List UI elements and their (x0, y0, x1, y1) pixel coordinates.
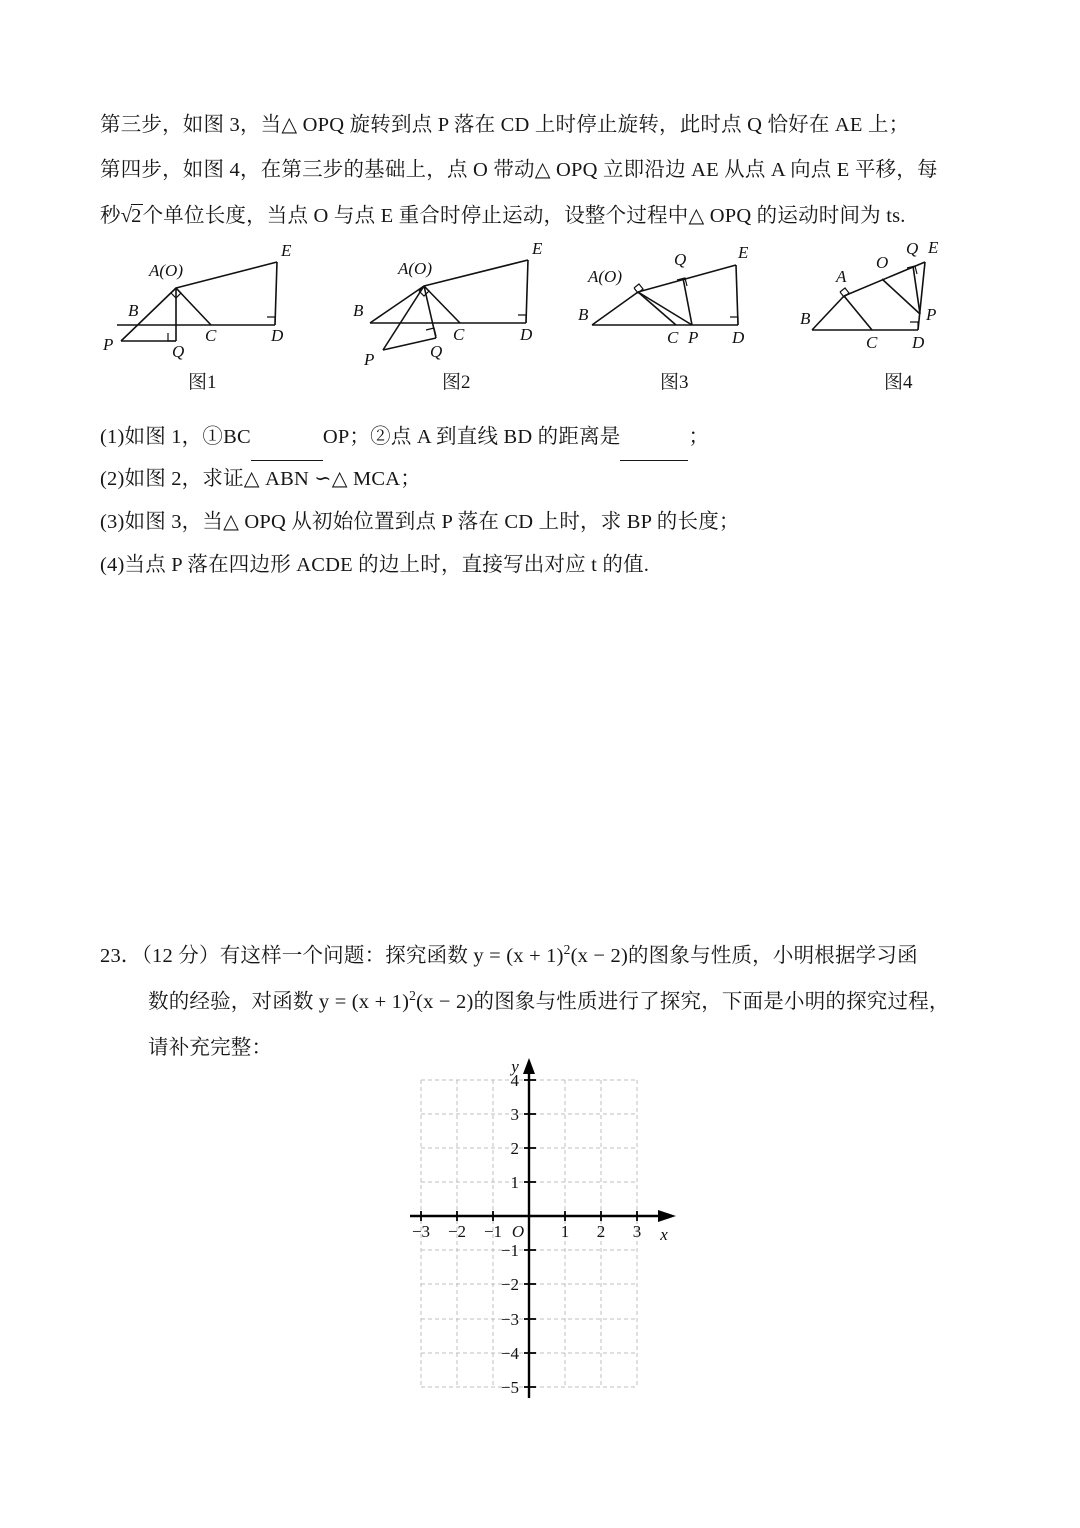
problem-23-line2 (148, 980, 950, 1025)
figure-4-label-B: B (800, 309, 811, 328)
problem-23-line1-exponent: 2 (563, 942, 571, 958)
figure-2-label-D: D (520, 325, 533, 344)
figure-1-drawing (95, 240, 335, 365)
question-1-part-b: OP；②点 A 到直线 BD 的距离是 (322, 426, 621, 448)
step4-line2-a: 秒 (100, 205, 121, 227)
figure-2-label-E: E (532, 239, 543, 258)
figure-4-label-P: P (926, 305, 937, 324)
y-tick-label-neg3: −3 (500, 1310, 519, 1329)
figure-3-drawing (578, 240, 813, 365)
paragraph-step4-line2 (100, 193, 906, 239)
figure-1-caption: 图1 (188, 372, 217, 393)
y-tick-label-neg5: −5 (500, 1378, 519, 1397)
question-2-triangle-a: △ ABN (243, 468, 309, 490)
problem-23-line1-a: 有这样一个问题：探究函数 y = (x + 1) (219, 945, 564, 967)
figure-1-label-Q: Q (172, 342, 185, 361)
question-4-text-a: (4)当点 P 落在四边形 ACDE 的边上时， (100, 554, 462, 576)
question-1 (100, 415, 709, 461)
figure-2-label-Q: Q (430, 342, 443, 361)
problem-23-number: 23 (100, 945, 121, 967)
figure-4-label-C: C (866, 333, 878, 352)
figure-2-label-P: P (364, 350, 375, 369)
x-axis-label: x (660, 1225, 668, 1244)
step3-rest: 旋转到点 P 落在 CD 上时停止旋转，此时点 Q 恰好在 AE 上； (349, 114, 910, 136)
question-2 (100, 457, 421, 502)
figure-4-caption: 图4 (884, 372, 913, 393)
figure-2-drawing (348, 240, 588, 370)
x-tick-label-3: 3 (632, 1222, 642, 1241)
figure-4-drawing (800, 238, 1000, 363)
y-tick-label-neg2: −2 (500, 1275, 519, 1294)
sqrt-symbol: √2 (120, 205, 142, 227)
figure-2-caption: 图2 (442, 372, 471, 393)
coordinate-plane-drawing (400, 1050, 690, 1420)
similar-icon: ∽ (314, 468, 332, 490)
y-tick-label-2: 2 (510, 1139, 519, 1158)
coordinate-plane (400, 1050, 690, 1420)
paragraph-step4-line1 (100, 148, 938, 193)
y-tick-label-3: 3 (510, 1105, 519, 1124)
figure-4-label-E: E (928, 238, 939, 257)
problem-23-line3: 请补充完整： (148, 1037, 273, 1059)
figure-3-label-D: D (732, 328, 745, 347)
question-2-triangle-b: △ MCA (331, 468, 401, 490)
y-tick-label-1: 1 (510, 1173, 519, 1192)
figure-3-label-A: A(O) (588, 267, 622, 286)
question-4-text-b: 写出对应 t 的值. (503, 554, 650, 576)
step4-line1-a: 第四步，如图 4，在第三步的基础上，点 O 带动 (100, 159, 535, 181)
question-3-text-a: (3)如图 3，当 (100, 511, 224, 533)
figure-1-label-B: B (128, 301, 139, 320)
step4-line1-b: 立即沿边 AE 从点 A 向点 E 平移，每 (602, 159, 938, 181)
problem-23-line2-exponent: 2 (409, 988, 417, 1004)
figure-2-label-A: A(O) (398, 259, 432, 278)
figure-2-label-B: B (353, 301, 364, 320)
x-tick-label-neg3: −3 (411, 1222, 431, 1241)
figure-2-label-C: C (453, 325, 465, 344)
answer-blank-1a[interactable] (251, 415, 323, 461)
problem-23-line1 (100, 934, 918, 979)
figure-3-label-Q: Q (674, 250, 687, 269)
y-tick-label-neg1: −1 (500, 1241, 519, 1260)
figure-4 (800, 238, 1000, 363)
problem-23-points: （12 分） (141, 945, 220, 967)
x-tick-label-neg2: −2 (447, 1222, 467, 1241)
figure-1-label-C: C (205, 326, 217, 345)
step3-prefix: 第三步，如图 3，当 (100, 114, 282, 136)
figure-4-label-D: D (912, 333, 925, 352)
question-4-emphasis: 直接 .. (462, 554, 503, 576)
figure-3-label-E: E (738, 243, 749, 262)
question-2-text-b: ； (400, 468, 421, 490)
step4-line2-b: 个单位长度，当点 O 与点 E 重合时停止运动，设整个过程中 (142, 205, 689, 227)
x-tick-label-1: 1 (560, 1222, 570, 1241)
step4-line2-c: 的运动时间为 ts. (756, 205, 906, 227)
y-axis (523, 1058, 535, 1398)
figure-1 (95, 240, 335, 365)
figure-2 (348, 240, 588, 370)
question-3-text-b: 从初始位置到点 P 落在 CD 上时，求 BP 的长度； (291, 511, 740, 533)
y-tick-label-4: 4 (510, 1071, 519, 1090)
origin-label: O (511, 1222, 525, 1241)
question-1-part-a: (1)如图 1，①BC (100, 426, 251, 448)
problem-23-line2-b: (x − 2)的图象与性质进行了探究，下面是小明的探究过程， (416, 991, 950, 1013)
figure-1-label-D: D (271, 326, 284, 345)
question-1-part-c: ； (688, 426, 710, 448)
figure-4-label-A: A (836, 267, 847, 286)
figure-3 (578, 240, 813, 365)
problem-23-line2-a: 数的经验，对函数 y = (x + 1) (148, 991, 410, 1013)
x-axis (410, 1210, 676, 1222)
figure-4-label-O: O (876, 253, 889, 272)
problem-23-dot: ． (120, 945, 142, 967)
figure-1-label-E: E (281, 241, 292, 260)
figure-3-caption: 图3 (660, 372, 689, 393)
question-4 (100, 543, 649, 588)
sqrt-radicand: 2 (131, 205, 142, 227)
question-3 (100, 500, 740, 545)
question-2-text-a: (2)如图 2，求证 (100, 468, 244, 490)
problem-23-line1-b: (x − 2)的图象与性质，小明根据学习函 (570, 945, 918, 967)
figure-1-label-P: P (103, 335, 114, 354)
step4-line2-triangle: △ OPQ (688, 205, 752, 227)
x-tick-label-neg1: −1 (483, 1222, 503, 1241)
question-3-triangle: △ OPQ (223, 511, 286, 533)
figure-3-label-P: P (688, 328, 699, 347)
figure-3-label-C: C (667, 328, 679, 347)
step3-triangle: △ OPQ (281, 114, 345, 136)
x-tick-label-2: 2 (596, 1222, 606, 1241)
figure-4-label-Q: Q (906, 239, 919, 258)
figure-3-label-B: B (578, 305, 589, 324)
paragraph-step3 (100, 103, 909, 148)
step4-line1-triangle: △ OPQ (534, 159, 598, 181)
figure-1-label-A: A(O) (149, 261, 183, 280)
answer-blank-1b[interactable] (620, 415, 688, 461)
y-tick-label-neg4: −4 (500, 1344, 519, 1363)
y-axis-label: y (511, 1057, 519, 1076)
